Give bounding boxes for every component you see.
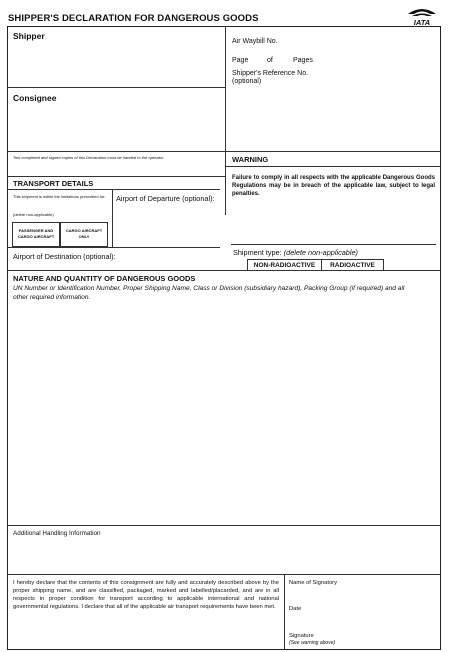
copies-note: Two completed and signed copies of this Declaration must be handed to the operator. <box>13 155 165 160</box>
shipper-field[interactable] <box>8 27 225 87</box>
cargo-aircraft-only-box[interactable] <box>60 222 108 247</box>
destination-airport-field[interactable] <box>8 248 225 268</box>
passenger-aircraft-label: PASSENGER AND CARGO AIRCRAFT <box>17 228 55 239</box>
declaration-text: I hereby declare that the contents of this consignment are fully and accurately described above by the proper shipping name, and are classified, packaged, marked and labelled/placarded, and are in all respects in proper condition for transport according to applicable international and national governmental regulations. I declare that all of the applicable air transport requirements have been met. <box>13 580 279 610</box>
consignee-label: Consignee <box>13 93 57 103</box>
date-label: Date <box>289 606 302 612</box>
non-radioactive-option[interactable]: NON-RADIOACTIVE <box>247 259 322 271</box>
signatory-name-field[interactable] <box>286 587 438 601</box>
additional-handling-field[interactable] <box>8 539 440 574</box>
dangerous-goods-field[interactable] <box>8 307 440 525</box>
signatory-name-label: Name of Signatory <box>289 580 338 586</box>
declaration-form <box>7 26 441 650</box>
delete-non-applicable-note: (delete non-applicable) <box>13 212 54 217</box>
nature-instructions: UN Number or Identification Number, Proper Shipping Name, Class or Division (subsidiary hazard), Packing Group (if required) and all other required information. <box>13 285 405 301</box>
transport-inner-divider <box>112 189 113 247</box>
cargo-aircraft-only-label: CARGO AIRCRAFT ONLY <box>65 228 103 239</box>
radioactive-option[interactable]: RADIOACTIVE <box>321 259 384 271</box>
shipment-type-note: (delete non-applicable) <box>283 248 358 257</box>
warning-label: WARNING <box>232 155 269 164</box>
consignee-divider <box>8 151 440 152</box>
page-label: Page <box>232 57 249 64</box>
nature-top-divider <box>8 270 440 271</box>
warning-divider <box>225 166 440 167</box>
nature-quantity-label: NATURE AND QUANTITY OF DANGEROUS GOODS <box>13 274 196 283</box>
declaration-top-divider <box>8 574 440 575</box>
iata-logo <box>406 6 438 26</box>
shipper-reference-optional: (optional) <box>232 78 262 85</box>
departure-airport-label: Airport of Departure (optional): <box>116 194 215 203</box>
copies-divider <box>8 176 225 177</box>
pages-label: Pages <box>293 57 313 64</box>
additional-top-divider <box>8 525 440 526</box>
departure-airport-field[interactable] <box>114 190 224 246</box>
consignee-field[interactable] <box>8 88 225 151</box>
shipment-type-text: Shipment type: <box>233 248 282 257</box>
top-column-divider <box>225 27 226 215</box>
declaration-column-divider <box>284 574 285 650</box>
page-of-label: of <box>267 57 273 64</box>
passenger-aircraft-box[interactable] <box>12 222 60 247</box>
shipper-reference-label: Shipper's Reference No. <box>232 70 309 77</box>
warning-text: Failure to comply in all respects with the applicable Dangerous Goods Regulations may be in breach of the applicable law, subject to legal penalties. <box>232 175 435 197</box>
air-waybill-field[interactable] <box>232 35 437 49</box>
form-title: SHIPPER'S DECLARATION FOR DANGEROUS GOODS <box>8 13 259 24</box>
shipper-label: Shipper <box>13 31 45 41</box>
signature-label: Signature <box>289 633 314 639</box>
air-waybill-label: Air Waybill No. <box>232 38 278 45</box>
shipment-type-divider <box>231 244 436 245</box>
signature-note: (See warning above) <box>289 640 336 646</box>
destination-airport-label: Airport of Destination (optional): <box>13 252 116 261</box>
iata-logo-text: IATA <box>413 18 431 26</box>
date-field[interactable] <box>286 613 438 627</box>
transport-details-label: TRANSPORT DETAILS <box>13 179 94 188</box>
shipment-type-label <box>233 248 358 257</box>
limitations-note: This shipment is within the limitations prescribed for: <box>13 194 106 199</box>
additional-handling-label: Additional Handling Information <box>13 530 101 537</box>
